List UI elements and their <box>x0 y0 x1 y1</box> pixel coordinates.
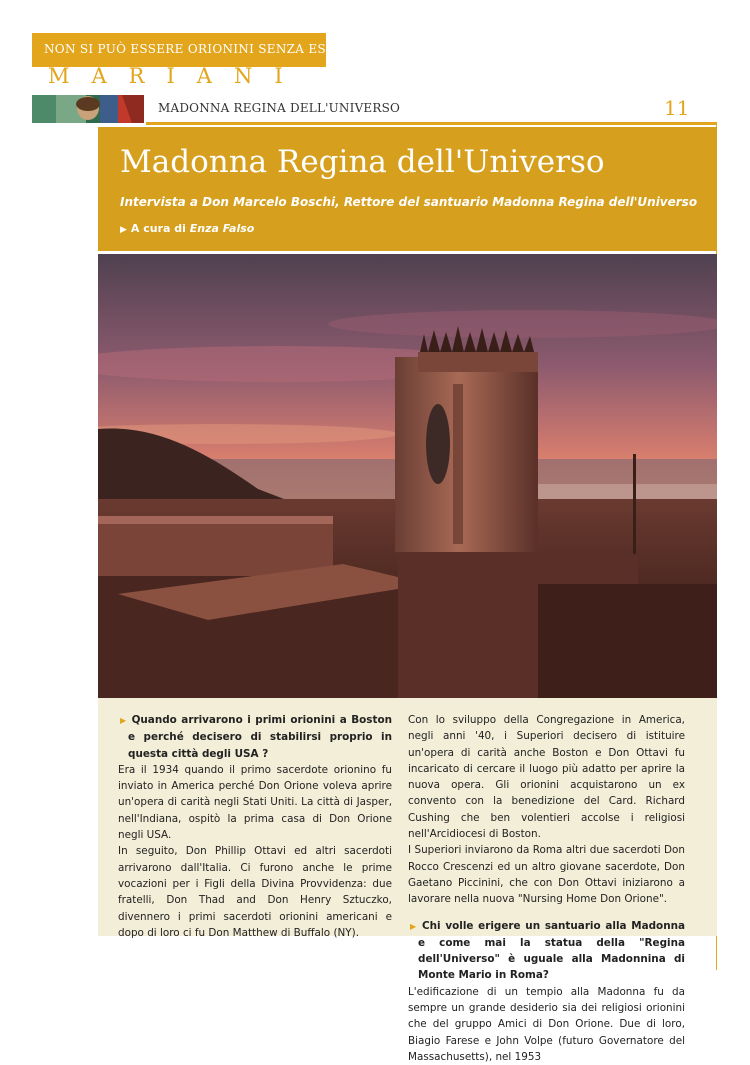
section-title: MADONNA REGINA DELL'UNIVERSO <box>158 101 401 115</box>
paragraph-5: L'edificazione di un tempio alla Madonna fu da sempre un grande desiderio sia dei religiosi orionini che del gruppo Amici di Don Orione. Due di loro, Biagio Farese e John Volpe (futuro Governatore del Massachusetts), nel 1953 <box>408 985 685 1063</box>
question-1-text: Quando arrivarono i primi orionini a Boston e perché decisero di stabilirsi proprio in questa città degli USA ? <box>128 714 392 760</box>
header-rule <box>146 122 717 125</box>
header-thumbnail-image <box>32 95 144 123</box>
question-2 <box>408 918 685 984</box>
arrow-icon: ▶ <box>410 921 418 931</box>
arrow-icon: ▶ <box>120 225 127 235</box>
page-number: 11 <box>664 96 690 120</box>
byline-author: Enza Falso <box>189 222 255 235</box>
sanctuary-photo <box>98 254 717 698</box>
arrow-icon: ▶ <box>120 716 128 725</box>
question-1 <box>118 712 392 762</box>
byline-prefix: A cura di <box>130 222 186 235</box>
header-tagline: NON SI PUÒ ESSERE ORIONINI SENZA ESSERE <box>44 42 362 56</box>
paragraph-2: In seguito, Don Phillip Ottavi ed altri sacerdoti arrivarono dall'Italia. Ci furono anche le prime vocazioni per i Figli della Divina Provvidenza: due fratelli, Don Thad and Don Henry Sztuczko, divennero i primi sacerdoti orionini americani e dopo di loro ci fu Don Matthew di Buffalo (NY). <box>118 845 392 939</box>
paragraph-4: I Superiori inviarono da Roma altri due sacerdoti Don Rocco Crescenzi ed un altro giovane sacerdote, Don Gaetano Piccinini, che con Don Ottavi iniziarono a lavorare nella nuova "Nursing Home Don Orione". <box>408 844 685 906</box>
article-subtitle: Intervista a Don Marcelo Boschi, Rettore del santuario Madonna Regina dell'Universo <box>120 195 698 209</box>
paragraph-3-continued: Con lo sviluppo della Congregazione in America, negli anni '40, i Superiori decisero di istituire un'opera di carità anche Boston e Don Ottavi fu incaricato di cercare il luogo più adatto per aprire la nuova opera. Gli orionini acquistarono un ex convento con la benedizione del Card. Richard Cushing che ben volentieri accolse i religiosi nell'Arcidiocesi di Boston. <box>408 714 685 841</box>
article-byline <box>120 222 254 235</box>
article-column-right <box>408 712 685 1065</box>
article-column-left <box>118 712 392 941</box>
header-brand: MARIANI <box>48 64 305 88</box>
article-title: Madonna Regina dell'Universo <box>120 144 605 180</box>
paragraph-1: Era il 1934 quando il primo sacerdote orionino fu inviato in America perché Don Orione voleva aprire un'opera di carità negli Stati Uniti. La città di Jasper, nell'Indiana, ospitò la prima casa di Don Orione negli USA. <box>118 763 392 842</box>
question-2-text: Chi volle erigere un santuario alla Madonna e come mai la statua della "Regina dell'Universo" è uguale alla Madonnina di Monte Mario in Roma? <box>418 919 685 982</box>
